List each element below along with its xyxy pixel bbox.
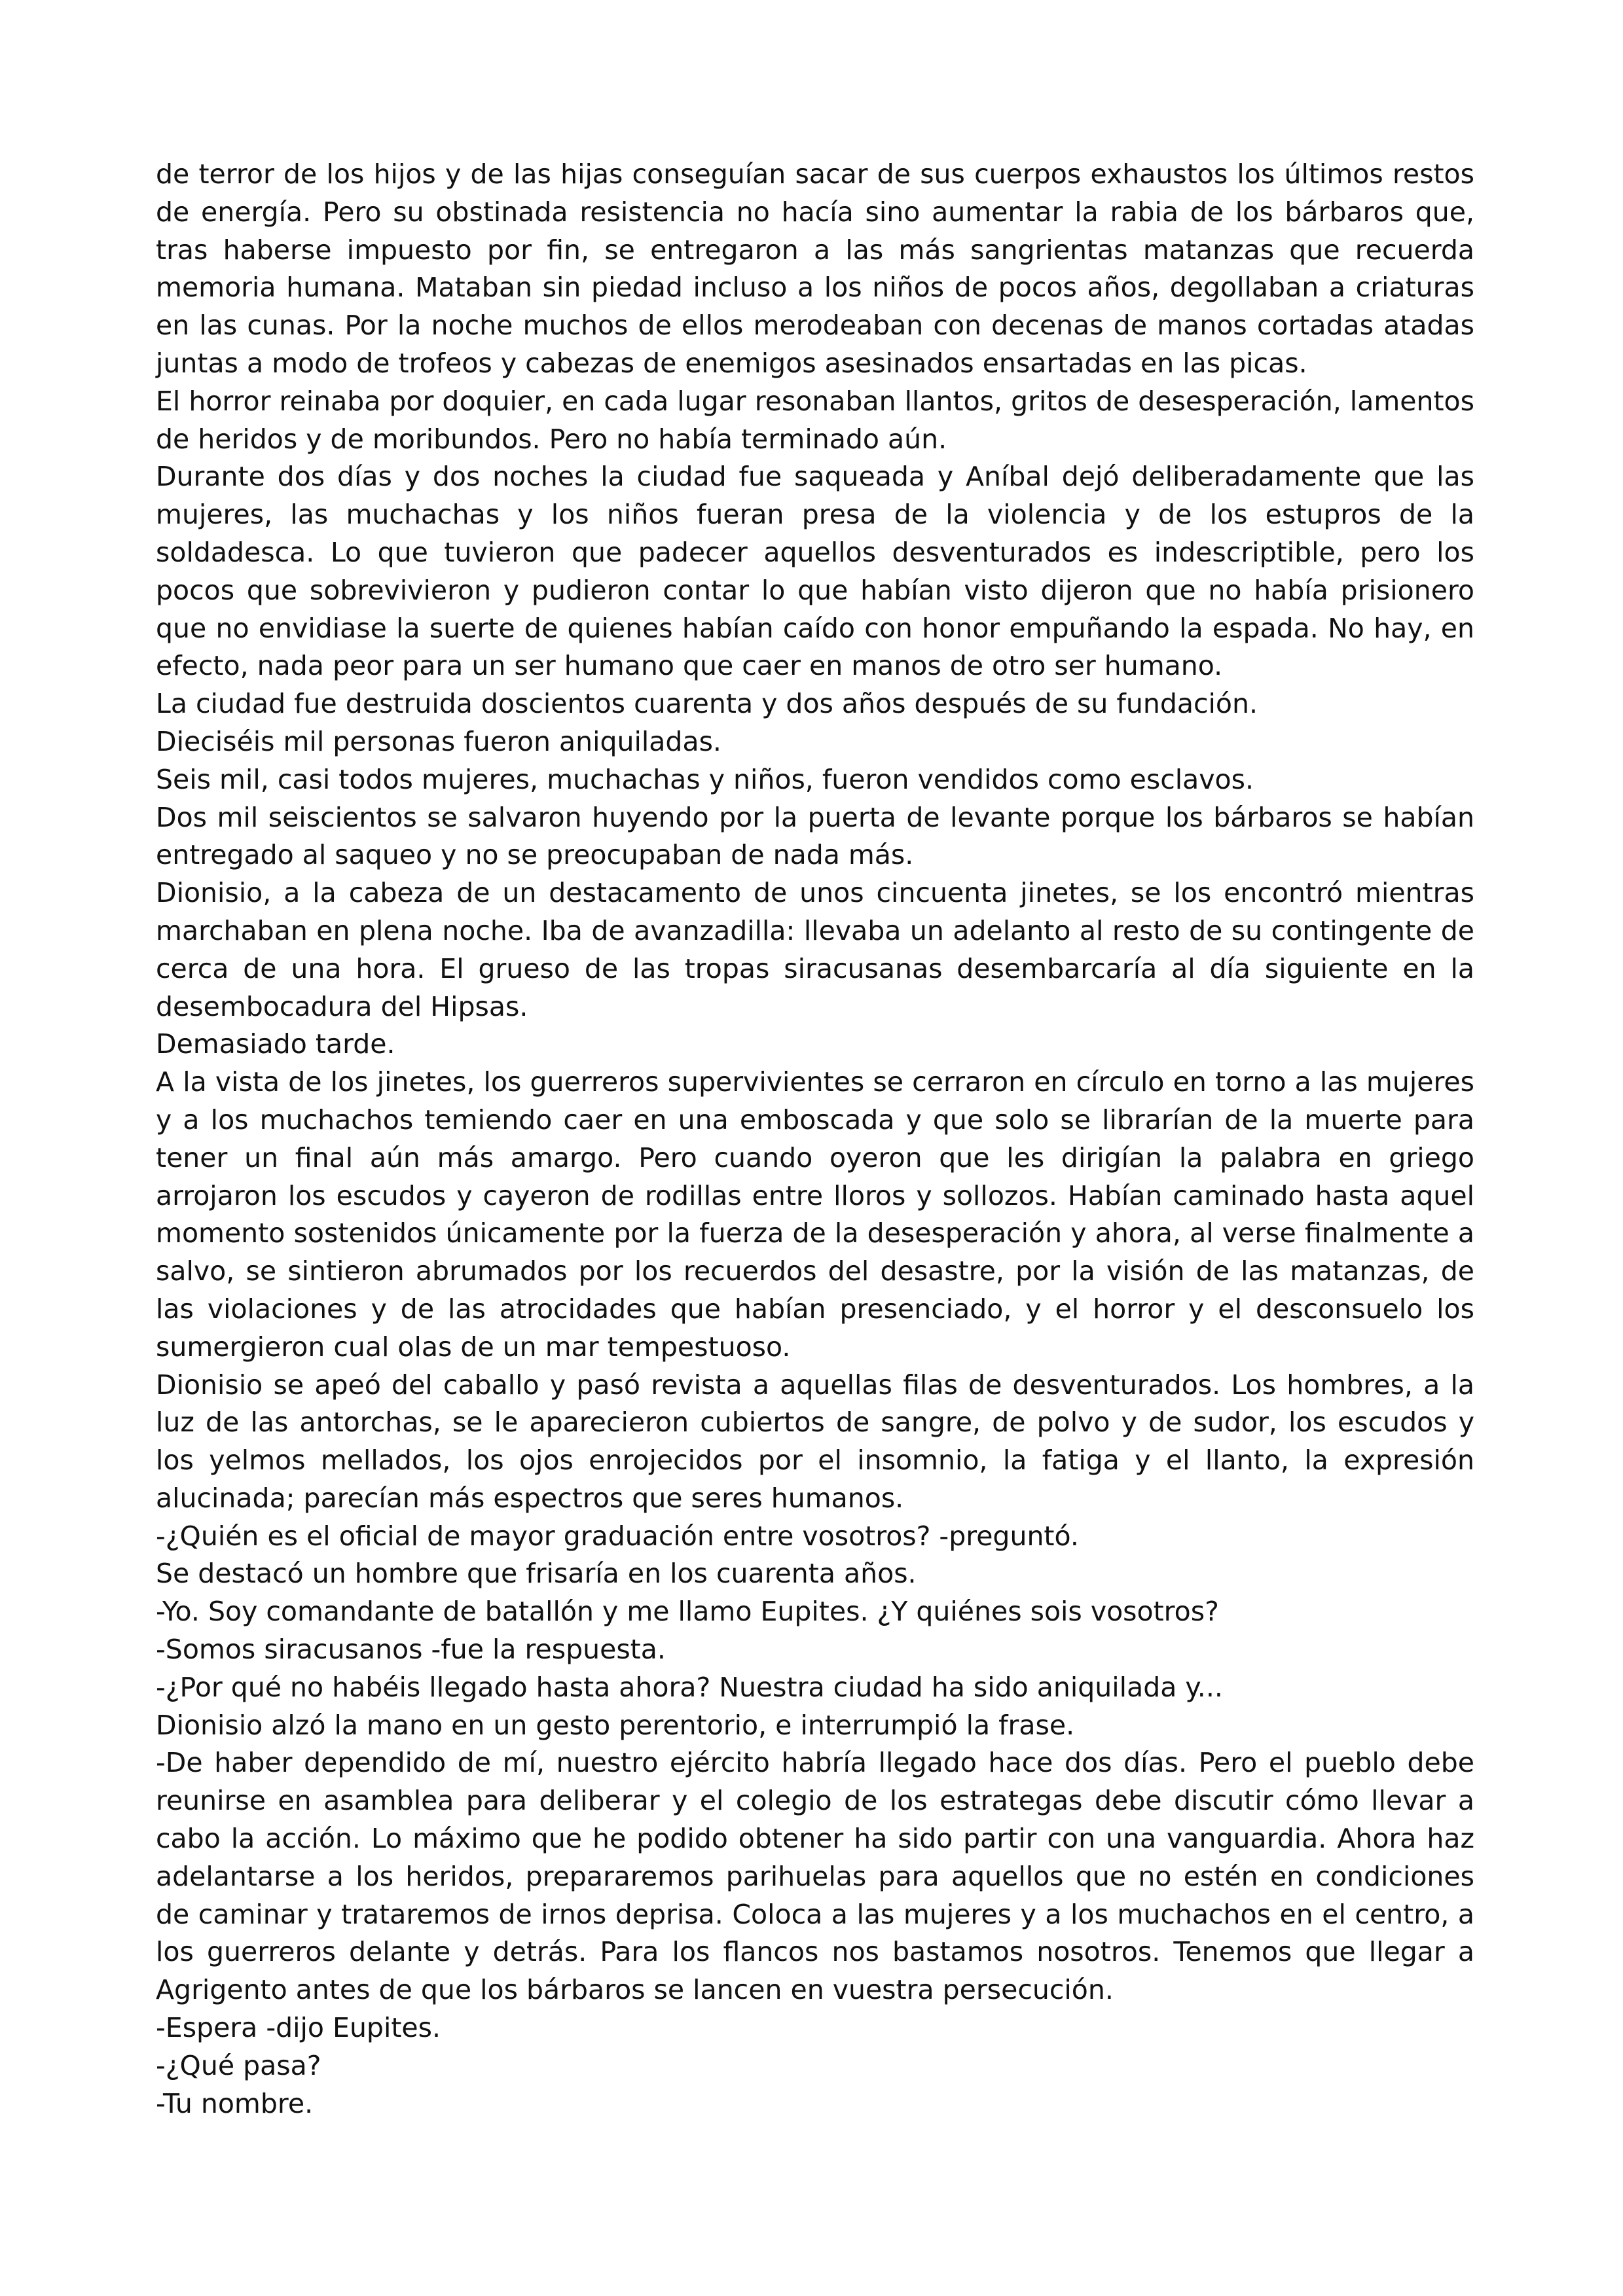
paragraph: Demasiado tarde. [156,1028,395,1060]
paragraph: Dionisio alzó la mano en un gesto perentorio, e interrumpió la frase. [156,1709,1075,1741]
paragraph: Dos mil seiscientos se salvaron huyendo por la puerta de levante porque los bárbaros se habían entregado al saqueo y no se preocupaban de nada más. [156,801,1474,871]
dialogue-line: -Somos siracusanos -fue la respuesta. [156,1634,666,1666]
dialogue-line: -Tu nombre. [156,2087,314,2119]
paragraph: El horror reinaba por doquier, en cada lugar resonaban llantos, gritos de desesperación, lamentos de heridos y de moribundos. Pero no había terminado aún. [156,385,1474,455]
paragraph: La ciudad fue destruida doscientos cuarenta y dos años después de su fundación. [156,688,1258,720]
paragraph: Dionisio se apeó del caballo y pasó revista a aquellas filas de desventurados. Los hombres, a la luz de las antorchas, se le aparecieron cubiertos de sangre, de polvo y de sudor, los escudos y los yelmos mellados, los ojos enrojecidos por el insomnio, la fatiga y el llanto, la expresión alucinada; parecían más espectros que seres humanos. [156,1369,1474,1514]
dialogue-line: -¿Quién es el oficial de mayor graduación entre vosotros? -preguntó. [156,1520,1079,1552]
paragraph: Dieciséis mil personas fueron aniquiladas. [156,725,721,757]
dialogue-line: -De haber dependido de mí, nuestro ejército habría llegado hace dos días. Pero el pueblo debe reunirse en asamblea para deliberar y el colegio de los estrategas debe discutir cómo llevar a cabo la acción. Lo máximo que he podido obtener ha sido partir con una vanguardia. Ahora haz adelantarse a los heridos, prepararemos parihuelas para aquellos que no estén en condiciones de caminar y trataremos de irnos deprisa. Coloca a las mujeres y a los muchachos en el centro, a los guerreros delante y detrás. Para los flancos nos bastamos nosotros. Tenemos que llegar a Agrigento antes de que los bárbaros se lancen en vuestra persecución. [156,1747,1474,2006]
dialogue-line: -Yo. Soy comandante de batallón y me llamo Eupites. ¿Y quiénes sois vosotros? [156,1596,1219,1628]
paragraph: de terror de los hijos y de las hijas conseguían sacar de sus cuerpos exhaustos los últimos restos de energía. Pero su obstinada resistencia no hacía sino aumentar la rabia de los bárbaros que, tras haberse impuesto por fin, se entregaron a las más sangrientas matanzas que recuerda memoria humana. Mataban sin piedad incluso a los niños de pocos años, degollaban a criaturas en las cunas. Por la noche muchos de ellos merodeaban con decenas de manos cortadas atadas juntas a modo de trofeos y cabezas de enemigos asesinados ensartadas en las picas. [156,158,1474,379]
dialogue-line: -¿Por qué no habéis llegado hasta ahora? Nuestra ciudad ha sido aniquilada y... [156,1671,1223,1703]
dialogue-line: -¿Qué pasa? [156,2049,321,2081]
paragraph: Durante dos días y dos noches la ciudad fue saqueada y Aníbal dejó deliberadamente que las mujeres, las muchachas y los niños fueran presa de la violencia y de los estupros de la soldadesca. Lo que tuvieron que padecer aquellos desventurados es indescriptible, pero los pocos que sobrevivieron y pudieron contar lo que habían visto dijeron que no había prisionero que no envidiase la suerte de quienes habían caído con honor empuñando la espada. No hay, en efecto, nada peor para un ser humano que caer en manos de otro ser humano. [156,461,1474,682]
paragraph: Seis mil, casi todos mujeres, muchachas y niños, fueron vendidos como esclavos. [156,763,1254,795]
paragraph: A la vista de los jinetes, los guerreros supervivientes se cerraron en círculo en torno a las mujeres y a los muchachos temiendo caer en una emboscada y que solo se librarían de la muerte para tener un final aún más amargo. Pero cuando oyeron que les dirigían la palabra en griego arrojaron los escudos y cayeron de rodillas entre lloros y sollozos. Habían caminado hasta aquel momento sostenidos únicamente por la fuerza de la desesperación y ahora, al verse finalmente a salvo, se sintieron abrumados por los recuerdos del desastre, por la visión de las matanzas, de las violaciones y de las atrocidades que habían presenciado, y el horror y el desconsuelo los sumergieron cual olas de un mar tempestuoso. [156,1066,1474,1363]
dialogue-line: -Espera -dijo Eupites. [156,2012,441,2044]
paragraph: Se destacó un hombre que frisaría en los cuarenta años. [156,1558,917,1590]
paragraph: Dionisio, a la cabeza de un destacamento de unos cincuenta jinetes, se los encontró mientras marchaban en plena noche. Iba de avanzadilla: llevaba un adelanto al resto de su contingente de cerca de una hora. El grueso de las tropas siracusanas desembarcaría al día siguiente en la desembocadura del Hipsas. [156,877,1474,1022]
document-body [156,156,1474,2123]
